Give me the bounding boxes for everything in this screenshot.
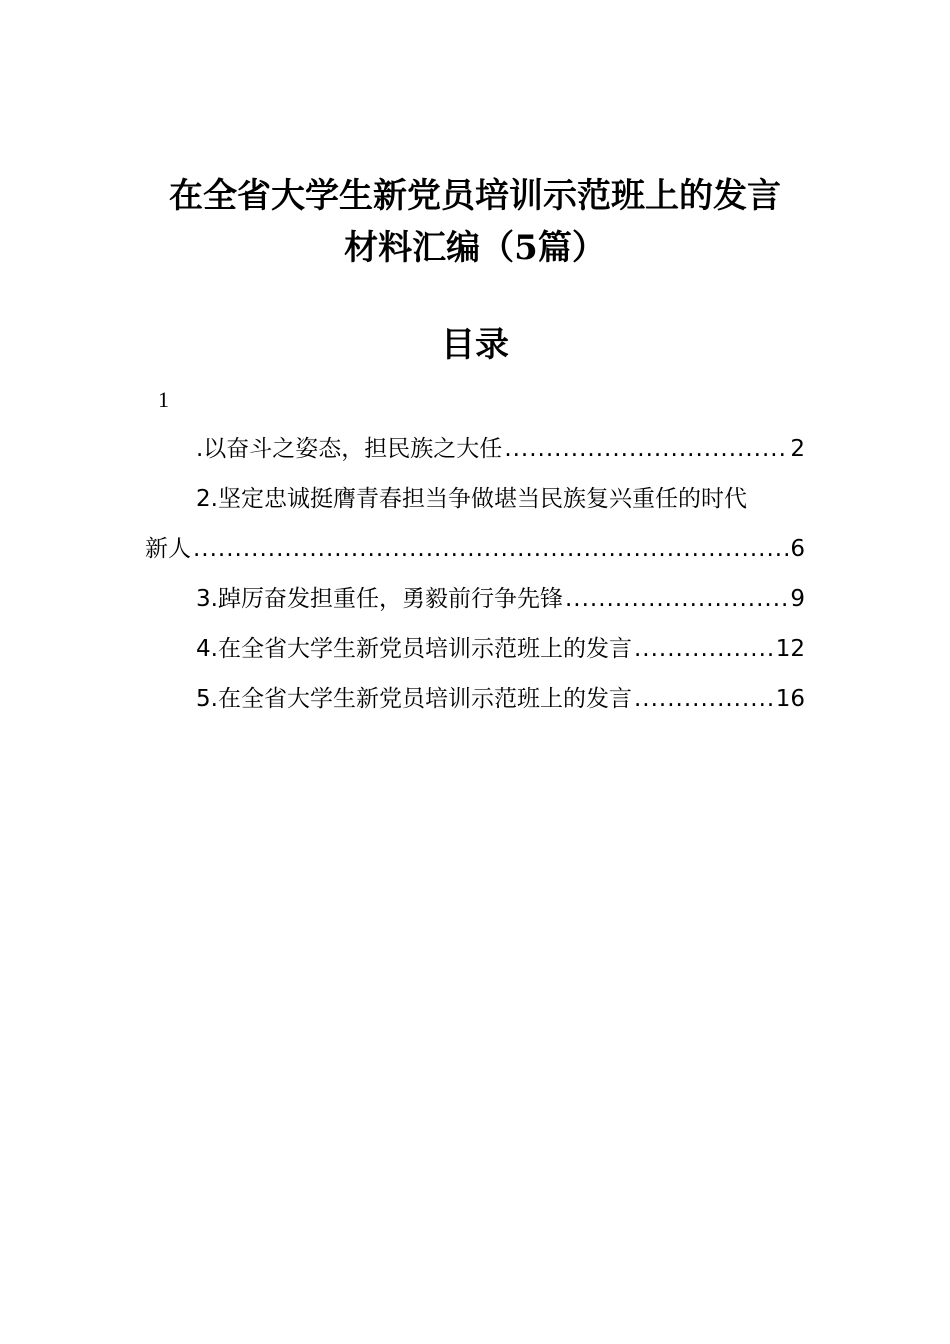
toc-entry-2-line1[interactable] <box>196 482 805 516</box>
toc-leader-dots <box>565 582 788 616</box>
toc-entry-1[interactable] <box>196 432 805 466</box>
toc-entry-5[interactable] <box>196 682 805 716</box>
toc-heading: 目录 <box>441 325 509 365</box>
toc-entry-3[interactable] <box>196 582 805 616</box>
toc-leader-dots <box>193 532 788 566</box>
document-title-line1: 在全省大学生新党员培训示范班上的发言 <box>169 176 781 216</box>
toc-entry-2-line2[interactable] <box>145 532 805 566</box>
toc-entry-title: 5.在全省大学生新党员培训示范班上的发言 <box>196 686 632 712</box>
document-title-line2: 材料汇编（5篇） <box>344 228 606 268</box>
toc-leader-dots <box>504 432 788 466</box>
toc-entry-title: 3.踔厉奋发担重任，勇毅前行争先锋 <box>196 586 563 612</box>
toc-leader-dots <box>634 632 774 666</box>
toc-entry-title: .以奋斗之姿态，担民族之大任 <box>196 436 503 462</box>
toc-entry-title-continued: 新人 <box>145 536 191 562</box>
toc-entry-page: 12 <box>775 636 805 662</box>
toc-entry-page: 16 <box>775 686 805 712</box>
toc-entry-title: 2.坚定忠诚挺膺青春担当争做堪当民族复兴重任的时代 <box>196 486 747 512</box>
list-number: 1 <box>158 387 169 412</box>
toc-leader-dots <box>634 682 774 716</box>
toc-entry-page: 6 <box>790 536 805 562</box>
toc-entry-page: 9 <box>790 586 805 612</box>
toc-entry-title: 4.在全省大学生新党员培训示范班上的发言 <box>196 636 632 662</box>
toc-entry-4[interactable] <box>196 632 805 666</box>
toc-entry-page: 2 <box>790 436 805 462</box>
